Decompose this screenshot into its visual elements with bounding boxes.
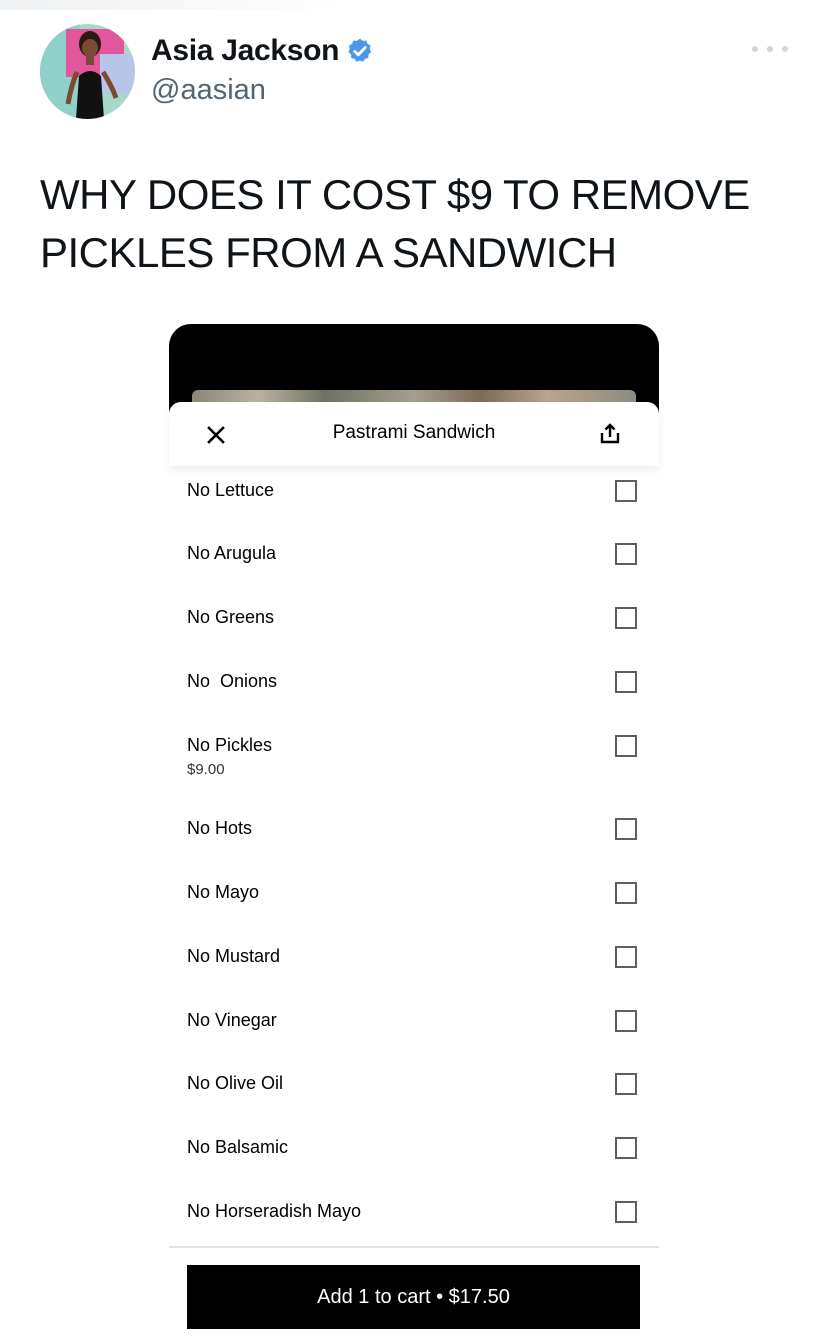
option-label: No Mustard bbox=[187, 946, 281, 966]
option-label: No Balsamic bbox=[187, 1137, 289, 1157]
option-checkbox[interactable] bbox=[615, 735, 637, 757]
option-checkbox[interactable] bbox=[615, 882, 637, 904]
option-row-no-mustard[interactable] bbox=[169, 946, 659, 986]
option-label: No Onions bbox=[187, 671, 278, 691]
option-row-no-vinegar[interactable] bbox=[169, 1010, 659, 1050]
divider bbox=[169, 1246, 659, 1248]
option-label: No Horseradish Mayo bbox=[187, 1201, 362, 1221]
more-dot bbox=[782, 46, 788, 52]
option-checkbox[interactable] bbox=[615, 607, 637, 629]
option-label: No Hots bbox=[187, 818, 253, 838]
more-dot bbox=[767, 46, 773, 52]
option-label: No Vinegar bbox=[187, 1010, 277, 1030]
option-label: No Olive Oil bbox=[187, 1073, 284, 1093]
tweet-text: WHY DOES IT COST $9 TO REMOVE PICKLES FROM A SANDWICH bbox=[40, 171, 750, 276]
option-label: No Lettuce bbox=[187, 480, 275, 500]
option-checkbox[interactable] bbox=[615, 1073, 637, 1095]
option-row-no-balsamic[interactable] bbox=[169, 1137, 659, 1177]
avatar[interactable] bbox=[40, 24, 135, 119]
option-label: No Greens bbox=[187, 607, 275, 627]
option-row-no-arugula[interactable] bbox=[169, 543, 659, 583]
option-row-no-mayo[interactable] bbox=[169, 882, 659, 922]
option-checkbox[interactable] bbox=[615, 946, 637, 968]
option-row-no-onions[interactable] bbox=[169, 671, 659, 711]
verified-badge-icon bbox=[346, 37, 374, 65]
option-checkbox[interactable] bbox=[615, 818, 637, 840]
embedded-screenshot bbox=[169, 324, 659, 1344]
option-price: $9.00 bbox=[187, 761, 225, 778]
item-title: Pastrami Sandwich bbox=[332, 422, 496, 443]
author-row bbox=[151, 34, 374, 68]
option-checkbox[interactable] bbox=[615, 1010, 637, 1032]
option-row-no-lettuce[interactable] bbox=[169, 480, 659, 520]
option-checkbox[interactable] bbox=[615, 480, 637, 502]
author-name[interactable]: Asia Jackson bbox=[151, 34, 340, 67]
option-checkbox[interactable] bbox=[615, 543, 637, 565]
more-options-icon[interactable] bbox=[752, 34, 788, 64]
option-checkbox[interactable] bbox=[615, 671, 637, 693]
option-row-no-olive-oil[interactable] bbox=[169, 1073, 659, 1113]
option-row-no-pickles[interactable] bbox=[169, 735, 659, 795]
author-handle[interactable]: @aasian bbox=[151, 74, 266, 106]
add-to-cart-button[interactable]: Add 1 to cart • $17.50 bbox=[187, 1265, 640, 1329]
option-checkbox[interactable] bbox=[615, 1201, 637, 1223]
option-row-no-hots[interactable] bbox=[169, 818, 659, 858]
option-row-no-greens[interactable] bbox=[169, 607, 659, 647]
more-dot bbox=[752, 46, 758, 52]
share-icon[interactable] bbox=[599, 422, 621, 446]
option-label: No Mayo bbox=[187, 882, 260, 902]
option-label: No Arugula bbox=[187, 543, 277, 563]
option-label: No Pickles bbox=[187, 735, 273, 755]
option-checkbox[interactable] bbox=[615, 1137, 637, 1159]
option-row-no-horseradish-mayo[interactable] bbox=[169, 1201, 659, 1241]
top-fade bbox=[0, 0, 340, 10]
sheet-header bbox=[169, 402, 659, 466]
